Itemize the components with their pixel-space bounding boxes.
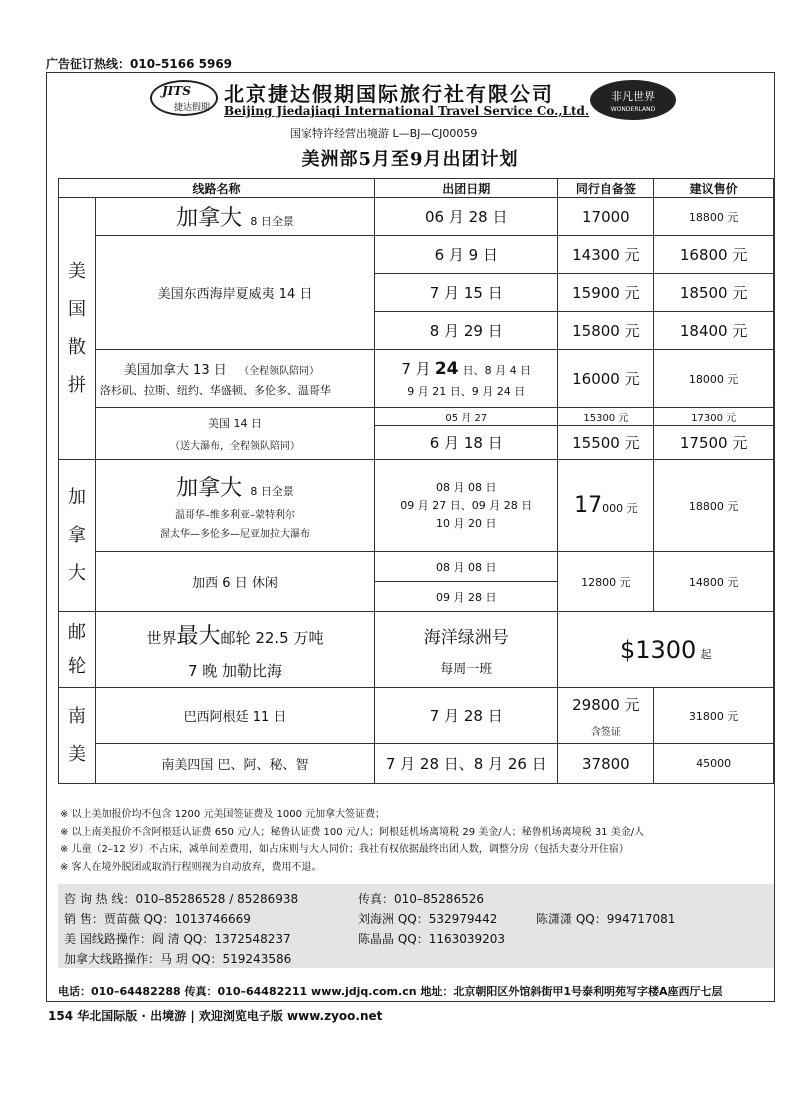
retail-price: 17500 元 (654, 426, 774, 460)
header-date: 出团日期 (375, 179, 558, 198)
route-cities: 洛杉矶、拉斯、纽约、华盛顿、多伦多、温哥华 (99, 384, 331, 397)
contact-ca-op: 加拿大线路操作：马 玥 QQ：519243586 (64, 952, 292, 966)
retail-price: 31800 元 (654, 688, 774, 744)
route-name: 加西 6 日 休闲 (95, 552, 374, 612)
depart-date: 8 月 29 日 (375, 312, 558, 350)
contact-fax: 传真：010–85286526 (358, 892, 484, 906)
table-row (59, 350, 774, 408)
route-detail: 温哥华–维多利亚–蒙特利尔 (175, 510, 295, 521)
header-route: 线路名称 (59, 179, 375, 198)
route-name-big: 加拿大 (176, 206, 243, 231)
notes (60, 806, 644, 876)
contact-hotline: 咨 询 热 线：010–85286528 / 85286938 (64, 892, 299, 906)
route-name: 美国 14 日 (208, 417, 262, 430)
cruise-price: $1300 (619, 635, 697, 664)
cruise-text-big: 最大 (176, 623, 221, 649)
peer-price: 15500 元 (558, 426, 654, 460)
company-name-cn: 北京捷达假期国际旅行社有限公司 (224, 82, 554, 106)
depart-date: 6 月 18 日 (375, 426, 558, 460)
cruise-text: 邮轮 22.5 万吨 (220, 628, 324, 647)
peer-price: 15300 元 (558, 408, 654, 426)
ad-hotline: 广告征订热线：010–5166 5969 (46, 57, 233, 71)
peer-price-big: 17 (574, 493, 603, 518)
wonder-en: WONDERLAND (610, 106, 656, 113)
jits-logo (150, 80, 218, 116)
agency-footer: 电话：010–64482288 传真：010–64482211 www.jdjq.com.cn 地址：北京朝阳区外馆斜街甲1号泰利明苑写字楼A座西厅七层 (58, 985, 723, 998)
retail-price: 17300 元 (654, 408, 774, 426)
contact-us-op: 美 国线路操作：阎 清 QQ：1372548237 (64, 932, 291, 946)
category-canada-label: 加拿大 (67, 486, 86, 584)
wonderland-logo (590, 80, 676, 120)
route-detail: 渥太华—多伦多—尼亚加拉大瀑布 (160, 529, 310, 540)
license-number: 国家特许经营出境游 L—BJ—CJ00059 (290, 127, 478, 140)
route-name: 巴西阿根廷 11 日 (95, 688, 374, 744)
note-item: ※ 儿童（2–12 岁）不占床，减单间差费用，如占床则与大人同价；我社有权依据最终出团人数，调整分房（包括夫妻分开住宿） (60, 844, 629, 855)
depart-date: 09 月 27 日、09 月 28 日 (400, 498, 533, 512)
depart-date: 08 月 08 日 (436, 480, 497, 494)
depart-date: 7 月 28 日 (375, 688, 558, 744)
peer-price: 37800 (558, 744, 654, 784)
category-south (59, 688, 96, 784)
table-row (59, 612, 774, 688)
table-row (59, 460, 774, 552)
category-canada (59, 460, 96, 612)
contact-sales: 陈潇潇 QQ：994717081 (536, 912, 676, 926)
page-footer: 154 华北国际版 · 出境游 | 欢迎浏览电子版 www.zyoo.net (48, 1009, 383, 1023)
category-usa (59, 198, 96, 460)
date-part: 7 月 (401, 360, 431, 378)
table-row (59, 236, 774, 274)
header-peer-price: 同行自备签 (558, 179, 654, 198)
retail-price: 18800 元 (654, 460, 774, 552)
peer-price: 12800 元 (558, 552, 654, 612)
table-header-row (59, 179, 774, 198)
retail-price: 16800 元 (654, 236, 774, 274)
peer-note: 含签证 (590, 726, 621, 738)
peer-price-small: 000 元 (602, 502, 638, 515)
peer-price: 15900 元 (558, 274, 654, 312)
peer-price: 17000 (558, 198, 654, 236)
contact-us-op: 陈晶晶 QQ：1163039203 (358, 932, 506, 946)
peer-price: 15800 元 (558, 312, 654, 350)
wonder-cn: 非凡世界 (611, 90, 655, 103)
tour-table (58, 178, 774, 784)
company-name-en: Beijing Jiedajiaqi International Travel Service Co.,Ltd. (224, 104, 590, 118)
ship-frequency: 每周一班 (440, 661, 493, 677)
depart-date: 06 月 28 日 (375, 198, 558, 236)
depart-date: 9 月 21 日、9 月 24 日 (407, 385, 526, 398)
depart-date: 6 月 9 日 (375, 236, 558, 274)
ship-name: 海洋绿洲号 (423, 627, 509, 648)
retail-price: 18500 元 (654, 274, 774, 312)
category-usa-label: 美国散拼 (67, 260, 86, 396)
route-note: （送大瀑布，全程领队陪同） (170, 441, 300, 452)
depart-date: 09 月 28 日 (375, 582, 558, 612)
category-south-label: 南美 (67, 705, 86, 765)
note-item: ※ 以上美加报价均不包含 1200 元美国签证费及 1000 元加拿大签证费； (60, 809, 386, 820)
plan-title: 美洲部5月至9月出团计划 (301, 149, 519, 170)
depart-date: 05 月 27 (375, 408, 558, 426)
date-part: 日、8 月 4 日 (462, 364, 532, 377)
route-name-small: 8 日全景 (250, 485, 294, 498)
logo-text: JITS (162, 84, 191, 98)
route-note: （全程领队陪同） (239, 366, 320, 377)
retail-price: 14800 元 (654, 552, 774, 612)
retail-price: 18000 元 (654, 350, 774, 408)
peer-price: 16000 元 (558, 350, 654, 408)
route-name: 南美四国 巴、阿、秘、智 (95, 744, 374, 784)
contact-box (58, 884, 774, 968)
route-name: 美国加拿大 13 日 (123, 363, 227, 378)
route-name-big: 加拿大 (176, 476, 243, 501)
route-name-small: 8 日全景 (250, 215, 294, 228)
depart-date: 08 月 08 日 (375, 552, 558, 582)
header-retail-price: 建议售价 (654, 179, 774, 198)
note-item: ※ 以上南美报价不含阿根廷认证费 650 元/人；秘鲁认证费 100 元/人；阿根廷机场离境税 29 美金/人；秘鲁机场离境税 31 美金/人 (60, 826, 645, 838)
peer-price: 14300 元 (558, 236, 654, 274)
table-row (59, 408, 774, 426)
price-suffix: 起 (700, 647, 712, 661)
table-row (59, 688, 774, 744)
category-cruise-label: 邮轮 (67, 621, 86, 677)
table-row (59, 744, 774, 784)
retail-price: 18800 元 (654, 198, 774, 236)
date-part: 24 (434, 359, 459, 379)
route-name: 美国东西海岸夏威夷 14 日 (95, 236, 374, 350)
category-cruise (59, 612, 96, 688)
retail-price: 18400 元 (654, 312, 774, 350)
depart-date: 10 月 20 日 (436, 516, 497, 530)
note-item: ※ 客人在境外脱团或取消行程则视为自动放弃，费用不退。 (60, 861, 322, 873)
cruise-text: 世界 (146, 628, 177, 647)
contact-sales: 刘海洲 QQ：532979442 (358, 912, 498, 926)
cruise-line2: 7 晚 加勒比海 (187, 661, 283, 680)
retail-price: 45000 (654, 744, 774, 784)
table-row (59, 198, 774, 236)
depart-date: 7 月 15 日 (375, 274, 558, 312)
table-row (59, 552, 774, 582)
logo-sub: 捷达假期 (174, 103, 211, 113)
contact-sales: 销 售：贾苗薇 QQ：1013746669 (64, 912, 251, 926)
depart-date: 7 月 28 日、8 月 26 日 (375, 744, 558, 784)
peer-price: 29800 元 (572, 695, 640, 714)
